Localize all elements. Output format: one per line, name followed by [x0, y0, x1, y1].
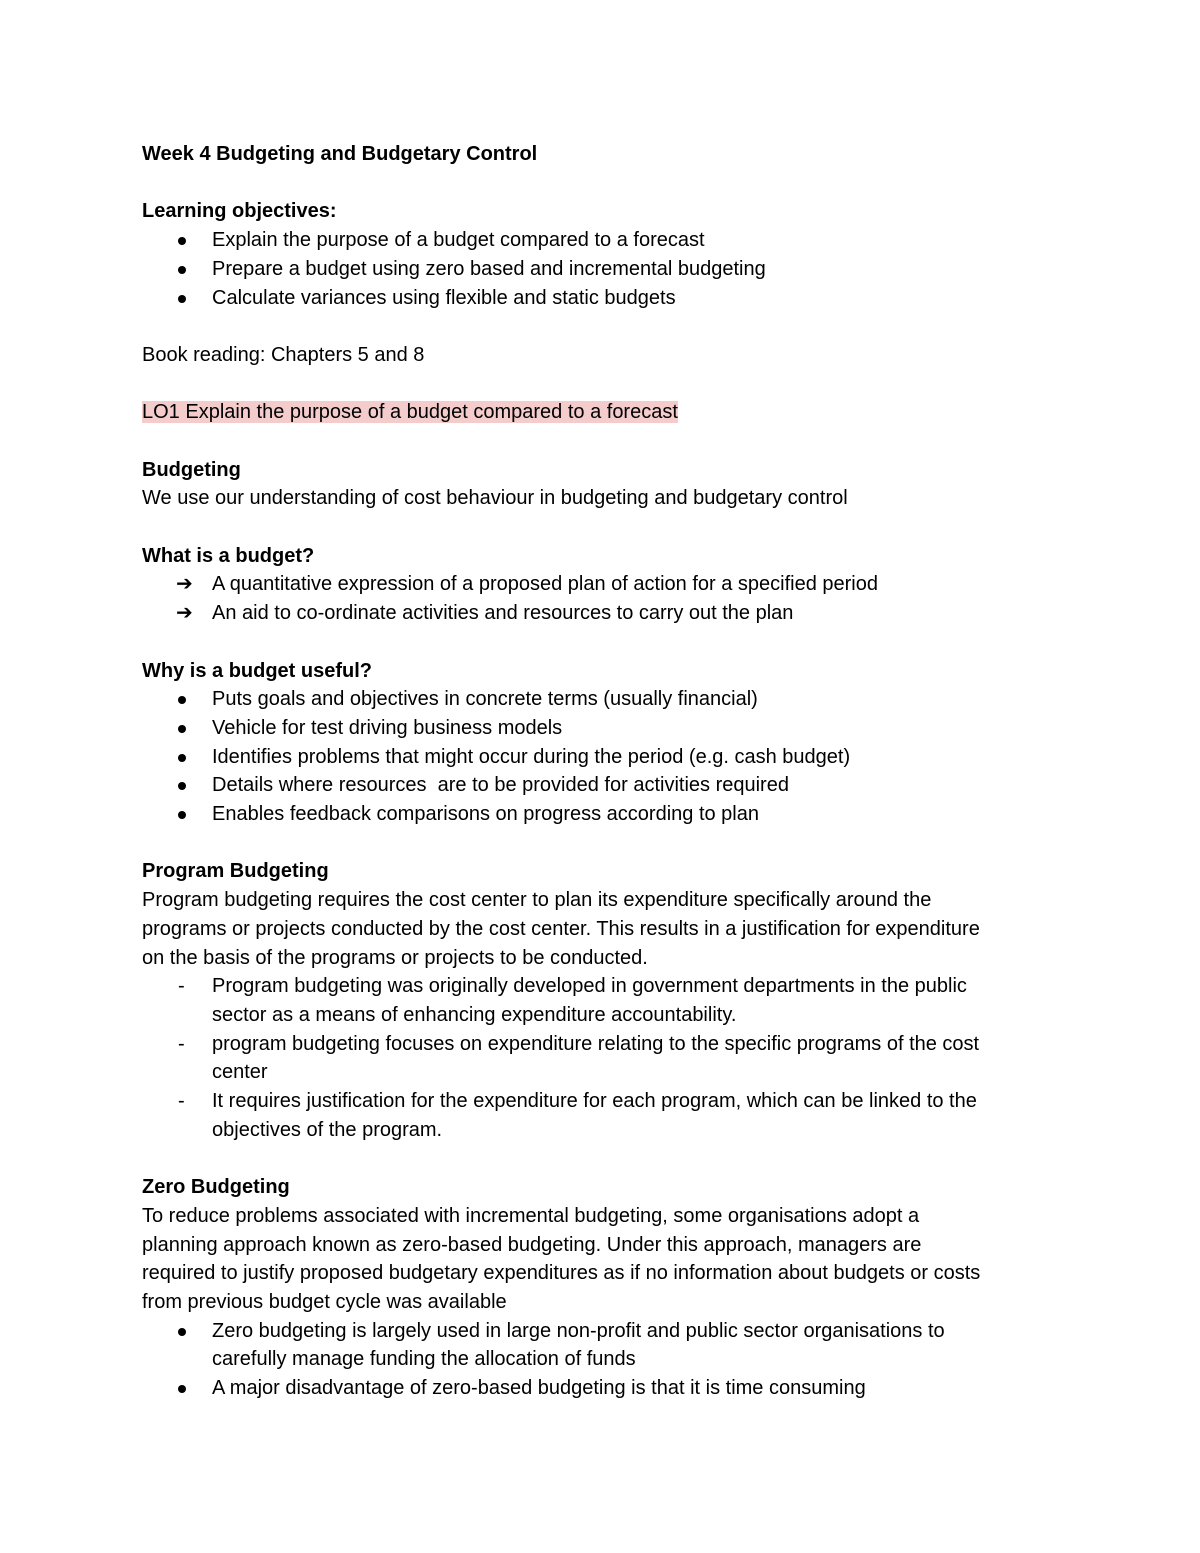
program-budgeting-list	[142, 972, 1057, 1144]
program-budgeting-text-line: Program budgeting requires the cost center to plan its expenditure specifically around the	[142, 889, 932, 912]
list-item: ➔ An aid to co-ordinate activities and resources to carry out the plan	[142, 599, 1057, 628]
list-item: Vehicle for test driving business models	[142, 714, 1057, 743]
bullet-icon	[178, 782, 186, 790]
bullet-icon	[178, 295, 186, 303]
bullet-icon	[178, 266, 186, 274]
bullet-icon	[178, 811, 186, 819]
list-item: - It requires justification for the expenditure for each program, which can be linked to the objectives of the program.	[142, 1087, 1057, 1144]
dash-icon: -	[178, 975, 185, 998]
zero-budgeting-list	[142, 1317, 1057, 1403]
program-budgeting-heading: Program Budgeting	[142, 860, 329, 883]
list-item: Explain the purpose of a budget compared to a forecast	[142, 226, 1057, 255]
list-item: Identifies problems that might occur during the period (e.g. cash budget)	[142, 743, 1057, 772]
list-item: - program budgeting focuses on expenditure relating to the specific programs of the cost center	[142, 1030, 1057, 1087]
zero-budgeting-text-line: To reduce problems associated with incremental budgeting, some organisations adopt a	[142, 1204, 920, 1227]
what-is-budget-list	[142, 570, 1057, 627]
what-is-budget-heading: What is a budget?	[142, 544, 315, 567]
bullet-icon	[178, 237, 186, 245]
program-budgeting-text-line: on the basis of the programs or projects to be conducted.	[142, 946, 648, 969]
budgeting-heading: Budgeting	[142, 458, 241, 481]
zero-budgeting-text-line: from previous budget cycle was available	[142, 1291, 507, 1313]
dash-icon: -	[178, 1032, 185, 1055]
document-body	[142, 140, 1057, 1403]
zero-budgeting-text-line: required to justify proposed budgetary expenditures as if no information about budgets or costs	[142, 1262, 981, 1285]
list-item: Puts goals and objectives in concrete terms (usually financial)	[142, 685, 1057, 714]
book-reading: Book reading: Chapters 5 and 8	[142, 343, 425, 366]
list-item: Zero budgeting is largely used in large non-profit and public sector organisations to carefully manage funding the allocation of funds	[142, 1317, 1057, 1374]
list-item: - Program budgeting was originally developed in government departments in the public sector as a means of enhancing expenditure accountability.	[142, 972, 1057, 1029]
list-item: Prepare a budget using zero based and incremental budgeting	[142, 255, 1057, 284]
bullet-icon	[178, 1328, 186, 1336]
bullet-icon	[178, 696, 186, 704]
document-title: Week 4 Budgeting and Budgetary Control	[142, 143, 538, 165]
list-item: Details where resources are to be provided for activities required	[142, 771, 1057, 800]
program-budgeting-text-line: programs or projects conducted by the cost center. This results in a justification for expenditure	[142, 917, 980, 940]
lo1-highlighted-heading: LO1 Explain the purpose of a budget compared to a forecast	[142, 401, 678, 424]
why-useful-list	[142, 685, 1057, 829]
list-item: ➔ A quantitative expression of a proposed plan of action for a specified period	[142, 570, 1057, 599]
bullet-icon	[178, 725, 186, 733]
budgeting-text: We use our understanding of cost behaviour in budgeting and budgetary control	[142, 487, 848, 510]
list-item: A major disadvantage of zero-based budgeting is that it is time consuming	[142, 1374, 1057, 1403]
learning-objectives-list	[142, 226, 1057, 312]
bullet-icon	[178, 1385, 186, 1393]
list-item: Calculate variances using flexible and static budgets	[142, 284, 1057, 313]
bullet-icon	[178, 754, 186, 762]
zero-budgeting-text-line: planning approach known as zero-based budgeting. Under this approach, managers are	[142, 1233, 922, 1256]
zero-budgeting-heading: Zero Budgeting	[142, 1176, 290, 1199]
arrow-right-icon: ➔	[176, 602, 193, 625]
list-item: Enables feedback comparisons on progress according to plan	[142, 800, 1057, 829]
learning-objectives-heading: Learning objectives:	[142, 200, 337, 223]
arrow-right-icon: ➔	[176, 573, 193, 596]
dash-icon: -	[178, 1090, 185, 1113]
why-useful-heading: Why is a budget useful?	[142, 659, 373, 682]
